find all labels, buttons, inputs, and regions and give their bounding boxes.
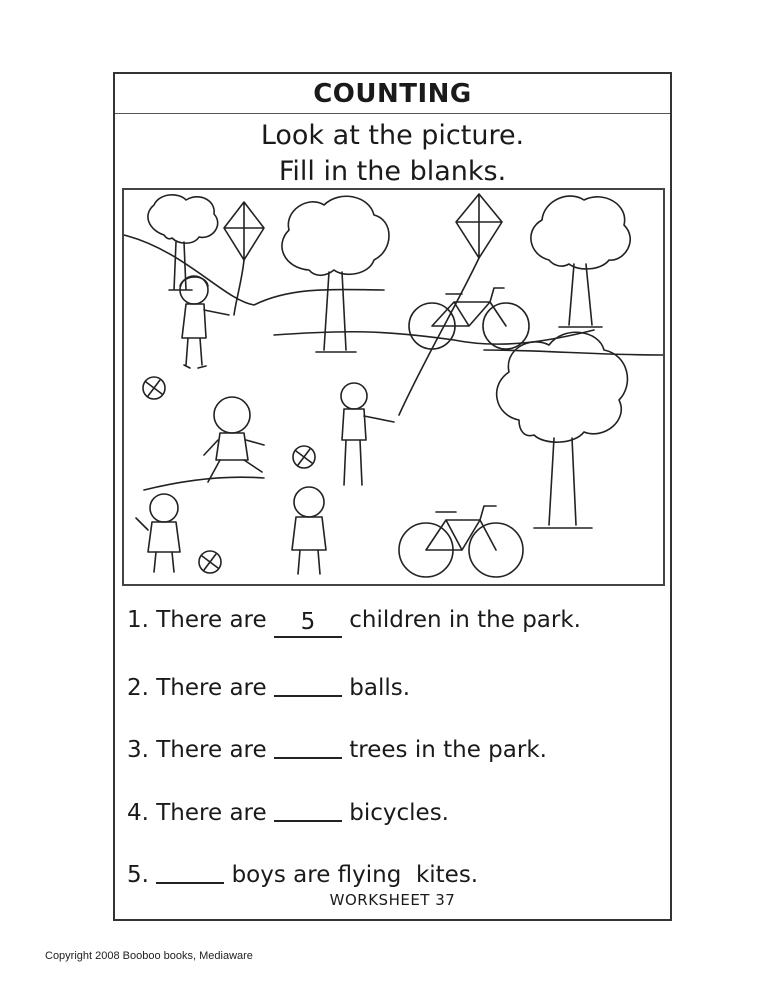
bicycle-icon <box>409 288 529 349</box>
question-4-prefix: 4. There are <box>127 800 274 826</box>
title-row <box>115 74 670 114</box>
question-5-suffix: boys are flying kites. <box>224 862 479 888</box>
answer-blank-1[interactable]: 5 <box>274 610 342 638</box>
question-3-suffix: trees in the park. <box>341 737 547 763</box>
question-4-suffix: bicycles. <box>341 800 449 826</box>
question-4 <box>127 792 449 828</box>
question-2-prefix: 2. There are <box>127 675 274 701</box>
ball-icon <box>293 446 315 468</box>
worksheet-frame <box>113 72 672 921</box>
instruction-line-2: Fill in the blanks. <box>278 156 507 187</box>
question-1-prefix: 1. There are <box>127 607 274 633</box>
kite-icon <box>456 194 502 258</box>
ball-icon <box>143 377 165 399</box>
child-icon <box>204 397 264 482</box>
question-1 <box>127 605 581 636</box>
tree-icon <box>497 332 628 528</box>
worksheet-number: WORKSHEET 37 <box>329 891 456 909</box>
tree-icon <box>148 195 218 290</box>
answer-blank-5[interactable] <box>156 856 224 884</box>
kite-icon <box>224 202 264 260</box>
worksheet-title: COUNTING <box>313 79 472 109</box>
question-3-prefix: 3. There are <box>127 737 274 763</box>
question-1-suffix: children in the park. <box>341 607 581 633</box>
question-2 <box>127 667 410 703</box>
child-icon <box>292 487 326 574</box>
ball-icon <box>199 551 221 573</box>
tree-icon <box>531 196 630 327</box>
answer-blank-2[interactable] <box>274 669 342 697</box>
question-2-suffix: balls. <box>341 675 411 701</box>
child-icon <box>136 494 180 572</box>
tree-icon <box>282 196 389 352</box>
answer-blank-3[interactable] <box>274 731 342 759</box>
question-3 <box>127 729 547 765</box>
question-5-prefix: 5. <box>127 862 157 888</box>
bicycle-icon <box>399 506 523 577</box>
instruction-line-1: Look at the picture. <box>260 120 525 151</box>
answer-blank-4[interactable] <box>274 794 342 822</box>
copyright-notice: Copyright 2008 Booboo books, Mediaware <box>45 950 253 962</box>
park-illustration <box>122 188 665 586</box>
child-icon <box>341 383 394 485</box>
question-5 <box>127 854 478 890</box>
